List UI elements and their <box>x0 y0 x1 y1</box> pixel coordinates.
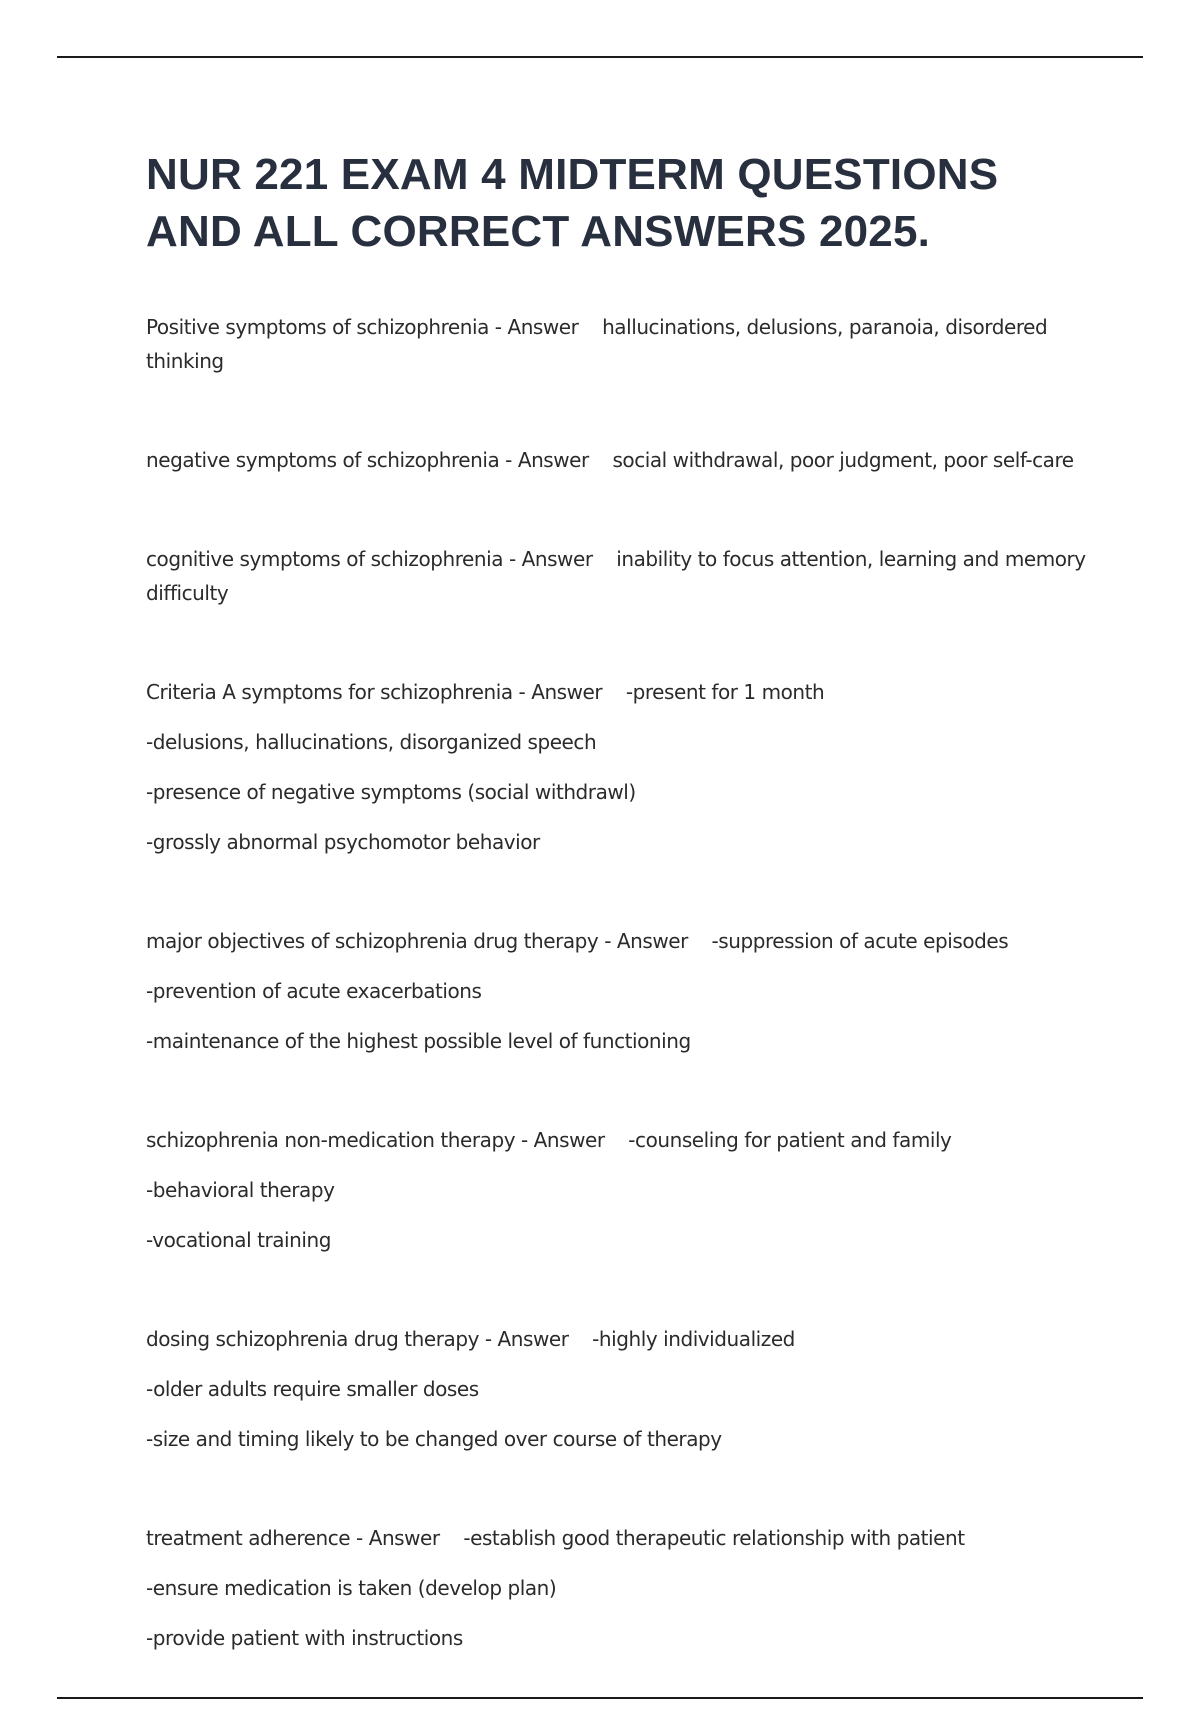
qa-term: negative symptoms of schizophrenia - Answer <box>146 448 589 472</box>
qa-answer-line: -behavioral therapy <box>146 1178 335 1202</box>
qa-first-line <box>146 675 1086 709</box>
qa-item <box>146 1123 1086 1257</box>
document-title: NUR 221 EXAM 4 MIDTERM QUESTIONS AND ALL CORRECT ANSWERS 2025. <box>146 150 999 256</box>
qa-item <box>146 542 1086 610</box>
qa-first-line <box>146 1322 1086 1356</box>
qa-answer: inability to focus attention, learning and memory difficulty <box>146 547 1086 605</box>
qa-answer-line: -provide patient with instructions <box>146 1626 463 1650</box>
qa-first-line <box>146 924 1086 958</box>
qa-term: schizophrenia non-medication therapy - Answer <box>146 1128 605 1152</box>
qa-item <box>146 675 1086 859</box>
qa-first-line <box>146 310 1086 378</box>
qa-answer-line: -size and timing likely to be changed over course of therapy <box>146 1427 722 1451</box>
qa-item <box>146 1521 1086 1655</box>
qa-answer-line: -prevention of acute exacerbations <box>146 979 482 1003</box>
qa-first-line <box>146 1123 1086 1157</box>
qa-answer: -suppression of acute episodes <box>711 929 1009 953</box>
qa-answer: -highly individualized <box>592 1327 795 1351</box>
qa-answer-line: -presence of negative symptoms (social withdrawl) <box>146 780 636 804</box>
qa-answer: -counseling for patient and family <box>628 1128 952 1152</box>
qa-list <box>146 310 1086 1655</box>
qa-first-line <box>146 1521 1086 1555</box>
qa-term: major objectives of schizophrenia drug therapy - Answer <box>146 929 688 953</box>
qa-term: treatment adherence - Answer <box>146 1526 440 1550</box>
qa-item <box>146 443 1086 477</box>
qa-term: Criteria A symptoms for schizophrenia - Answer <box>146 680 603 704</box>
qa-first-line <box>146 542 1086 610</box>
qa-item <box>146 1322 1086 1456</box>
qa-answer: hallucinations, delusions, paranoia, disordered thinking <box>146 315 1048 373</box>
qa-answer-line: -delusions, hallucinations, disorganized speech <box>146 730 597 754</box>
qa-answer-line: -ensure medication is taken (develop plan) <box>146 1576 557 1600</box>
document-page <box>146 146 1086 1720</box>
qa-answer-line: -older adults require smaller doses <box>146 1377 479 1401</box>
qa-answer: -establish good therapeutic relationship with patient <box>463 1526 965 1550</box>
qa-item <box>146 924 1086 1058</box>
qa-term: cognitive symptoms of schizophrenia - Answer <box>146 547 593 571</box>
qa-item <box>146 310 1086 378</box>
qa-term: dosing schizophrenia drug therapy - Answer <box>146 1327 569 1351</box>
qa-answer-line: -vocational training <box>146 1228 331 1252</box>
top-divider <box>57 56 1143 58</box>
qa-first-line <box>146 443 1086 477</box>
bottom-divider <box>57 1697 1143 1699</box>
qa-answer: -present for 1 month <box>625 680 825 704</box>
qa-answer: social withdrawal, poor judgment, poor self-care <box>612 448 1074 472</box>
qa-answer-line: -grossly abnormal psychomotor behavior <box>146 830 540 854</box>
qa-term: Positive symptoms of schizophrenia - Answer <box>146 315 579 339</box>
qa-answer-line: -maintenance of the highest possible level of functioning <box>146 1029 691 1053</box>
